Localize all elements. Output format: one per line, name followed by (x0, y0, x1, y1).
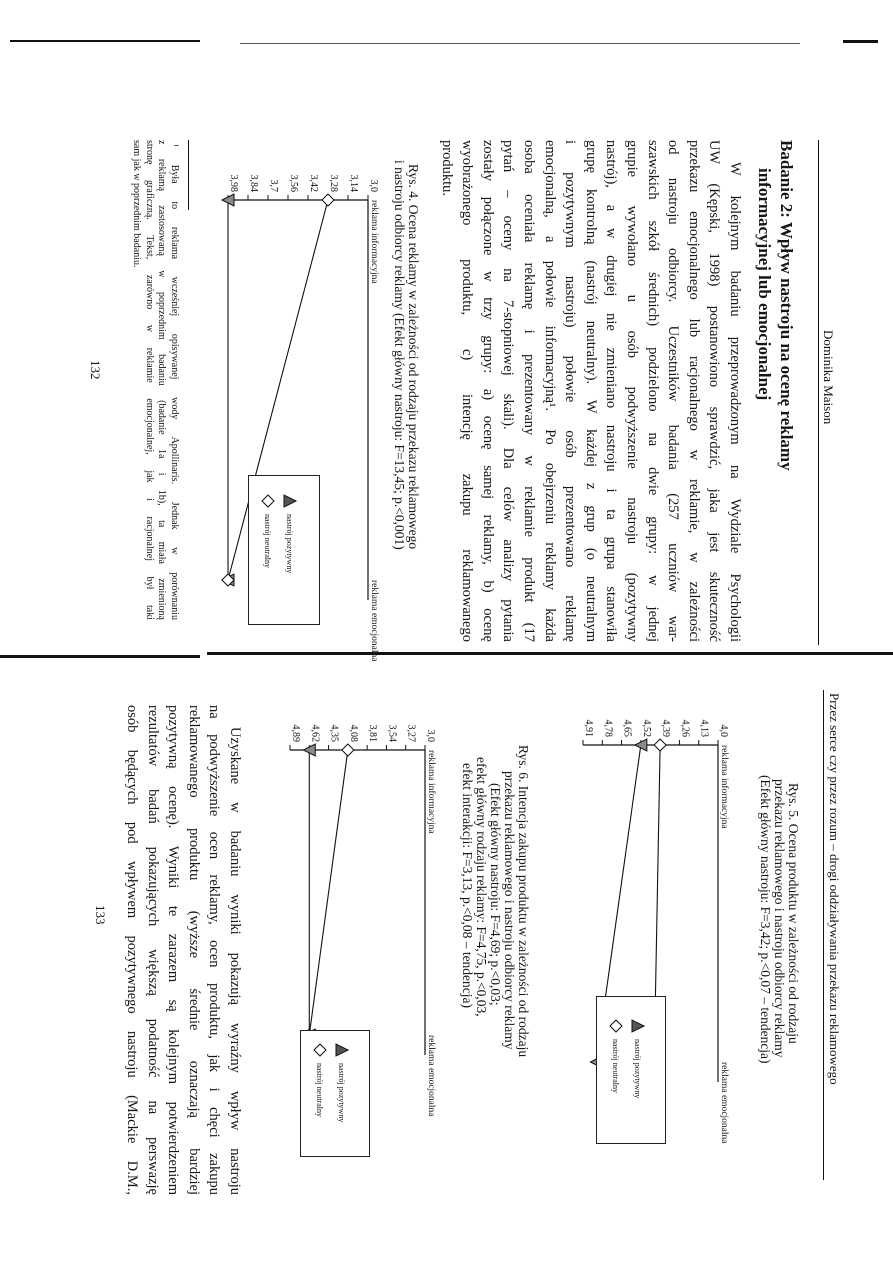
body-line: Uzyskane w badaniu wyniki pokazują wyraźny wpływ nastroju (227, 727, 243, 1195)
left-page-number (87, 360, 103, 380)
category-label: reklama emocjonalna (426, 1035, 436, 1117)
tick-label: 4,52 (640, 719, 652, 737)
series-line (309, 750, 348, 1035)
caption-line: Rys. 6. Intencja zakupu produktu w zależności od rodzaju (516, 745, 531, 1058)
tick-label: 3,56 (288, 174, 299, 192)
running-head-text: Przez serce czy przez rozum – drogi oddziaływania przekazu reklamowego (827, 693, 842, 1085)
body-line: osób będących pod wpływem pozytywnego nastroju (Mackie D.M., (124, 705, 141, 1195)
tick-label: 4,26 (679, 719, 691, 737)
figure-4-legend (248, 475, 320, 625)
footnote-rule (188, 140, 189, 210)
tick-label: 3,7 (268, 179, 279, 192)
body-line: pozytywną ocenę). Wyniki te zarazem są kolejnym potwierdzeniem (165, 705, 182, 1195)
tick-label: 3,98 (228, 174, 239, 192)
footnote (130, 140, 180, 620)
legend-label: nastrój pozytywny (337, 1063, 347, 1123)
scan-edge-top-left (10, 40, 200, 42)
tick-label: 4,89 (290, 724, 301, 742)
right-page-header-rule (823, 690, 824, 1180)
tick-label: 4,08 (347, 724, 359, 742)
footnote-line: ¹ Była to reklama wcześniej opisywanej wody Apollinaris. Jednak w porównaniu (169, 144, 180, 620)
caption-line: efekt interakcji: F=3,13, p.<0,08 – tendencja) (460, 763, 475, 1009)
caption-line: (Efekt główny nastroju: F=3,42; p.<0,07 – tendencja) (758, 775, 773, 1064)
category-label: reklama emocjonalna (369, 580, 379, 662)
body-line: W kolejnym badaniu przeprowadzonym na Wydziale Psychologii (727, 162, 743, 642)
body-line: szawskich szkół średnich) podzielono na dwie grupy: w jednej (644, 140, 661, 642)
body-line: reklamowanego produktu (wyższe średnie oznaczają bardziej (185, 705, 202, 1195)
figure-6-caption (460, 745, 530, 1057)
caption-line: (Efekt główny nastroju: F=4,69; p.<0,03; (488, 783, 503, 1006)
tick-label: 3,42 (308, 174, 319, 192)
left-body-text (436, 140, 745, 642)
caption-line: Rys. 5. Ocena produktu w zależności od rodzaju (786, 783, 801, 1044)
right-page-number (92, 905, 108, 925)
page-number-text: 132 (88, 360, 103, 380)
page-fold-divider (207, 652, 893, 655)
tick-label: 3,0 (425, 729, 436, 742)
legend-entry-positive (631, 1019, 645, 1098)
legend-label: nastrój pozytywny (285, 514, 295, 574)
tick-label: 3,28 (328, 174, 339, 192)
tick-label: 3,81 (367, 724, 379, 742)
body-line: rezultatów badań pokazujących większą podatność na perswazję (144, 705, 161, 1195)
body-line: osoba oceniała reklamę i prezentowany w reklamie produkt (17 (521, 140, 538, 642)
data-point-neutral (322, 194, 334, 206)
diamond-marker-icon (313, 1043, 327, 1057)
caption-line: przekazu reklamowego i nastroju odbiorcy reklamy (502, 771, 517, 1050)
body-line: zostały połączone w trzy grupy: a) ocenę samej reklamy, b) ocenę (479, 140, 496, 642)
footnote-line: stronę graficzną. Tekst, zarówno w reklamie emocjonalnej, jak i racjonalnej był taki (143, 140, 155, 620)
triangle-marker-icon (335, 1043, 349, 1057)
tick-label: 4,39 (660, 719, 672, 737)
tick-label: 3,54 (386, 724, 398, 742)
triangle-marker-icon (631, 1019, 645, 1033)
legend-entry-positive (335, 1043, 349, 1122)
category-label: reklama informacyjna (369, 200, 379, 284)
tick-label: 3,0 (368, 179, 379, 192)
body-line: pytań – oceny na 7-stopniowej skali). Dla celów analizy pytania (500, 140, 517, 642)
category-label: reklama informacyjna (719, 745, 729, 829)
scan-edge-top-mid (240, 43, 800, 44)
heading-line-1: Badanie 2: Wpływ nastroju na ocenę reklamy (777, 140, 796, 471)
section-heading (753, 140, 797, 471)
body-line: UW (Kępski, 1998) postanowiono sprawdzić, jaka jest skuteczność (706, 140, 723, 642)
triangle-marker-icon (283, 494, 297, 508)
legend-label: nastrój pozytywny (633, 1039, 643, 1099)
legend-entry-positive (283, 494, 297, 573)
diamond-marker-icon (261, 494, 275, 508)
figure-6-legend (300, 1030, 370, 1157)
category-label: reklama emocjonalna (719, 1062, 729, 1144)
legend-label: nastrój neutralny (611, 1039, 621, 1093)
body-line: nastrój), a w drugiej nie zmieniano nastroju i ta grupa stanowiła (603, 140, 620, 642)
scan-edge-fold-left (0, 655, 200, 658)
tick-label: 4,62 (309, 724, 321, 742)
tick-label: 3,27 (405, 724, 417, 742)
body-line: emocjonalną, a połowie informacyjną¹. Po obejrzeniu reklamy każda (541, 140, 558, 642)
caption-line: przekazu reklamowego i nastroju odbiorcy reklamy (772, 779, 787, 1058)
data-point-neutral (654, 739, 666, 751)
diamond-marker-icon (609, 1019, 623, 1033)
body-line: i pozytywnym nastroju) połowie osób prezentowano reklamę (562, 140, 579, 642)
legend-entry-neutral (609, 1019, 623, 1093)
tick-label: 4,78 (602, 719, 614, 737)
body-line: grupie wywołano u osób podwyższenie nastroju (pozytywny (624, 140, 641, 642)
tick-label: 3,84 (248, 174, 259, 192)
legend-entry-neutral (261, 494, 275, 568)
caption-line: Rys. 4. Ocena reklamy w zależności od rodzaju przekazu reklamowego (406, 164, 421, 550)
figure-4-caption (392, 160, 420, 550)
caption-line: efekt główny rodzaju reklamy: F=4,75, p.<0,03, (474, 757, 489, 1017)
footnote-line: z reklamą zastosowaną w poprzednim badaniu (badanie 1a i 1b), ta miała zmienioną (156, 140, 168, 620)
tick-label: 3,14 (348, 174, 359, 192)
tick-label: 4,91 (583, 719, 594, 737)
data-point-neutral (342, 744, 354, 756)
footnote-line: sam jak w poprzednim badaniu. (131, 140, 143, 268)
right-page-running-head (826, 693, 842, 1085)
legend-label: nastrój neutralny (315, 1063, 325, 1117)
body-line: przekazu emocjonalnego lub racjonalnego w reklamie, w zależności (685, 140, 702, 642)
body-line: produktu. (438, 140, 455, 196)
body-line: na podwyższenie ocen reklamy, ocen produktu, jak i chęci zakupu (206, 705, 223, 1195)
tick-label: 4,65 (621, 719, 633, 737)
legend-entry-neutral (313, 1043, 327, 1117)
left-page-running-head (820, 330, 836, 424)
body-line: od nastroju odbiorcy. Uczestników badania (257 uczniów war- (665, 140, 682, 642)
scan-edge-top-right (843, 40, 878, 43)
tick-label: 4,13 (698, 719, 710, 737)
tick-label: 4,0 (718, 724, 729, 737)
legend-label: nastrój neutralny (263, 514, 273, 568)
running-head-text: Dominika Maison (821, 330, 836, 425)
figure-5-caption (758, 775, 800, 1064)
category-label: reklama informacyjna (426, 750, 436, 834)
left-page-header-rule (818, 140, 819, 645)
tick-label: 4,35 (328, 724, 340, 742)
body-line: wyobrażonego produktu, c) intencję zakupu reklamowanego (459, 140, 476, 642)
page-number-text: 133 (93, 905, 108, 925)
body-line: grupę kontrolną (nastrój neutralny). W każdej z grup (o neutralnym (582, 140, 599, 642)
right-body-text (121, 705, 245, 1195)
caption-line: i nastroju odbiorcy reklamy (Efekt główny nastroju: F=13,45; p.<0,001) (392, 160, 407, 550)
heading-line-2: informacyjnej lub emocjonalnej (755, 168, 774, 401)
figure-5-legend (596, 996, 666, 1144)
